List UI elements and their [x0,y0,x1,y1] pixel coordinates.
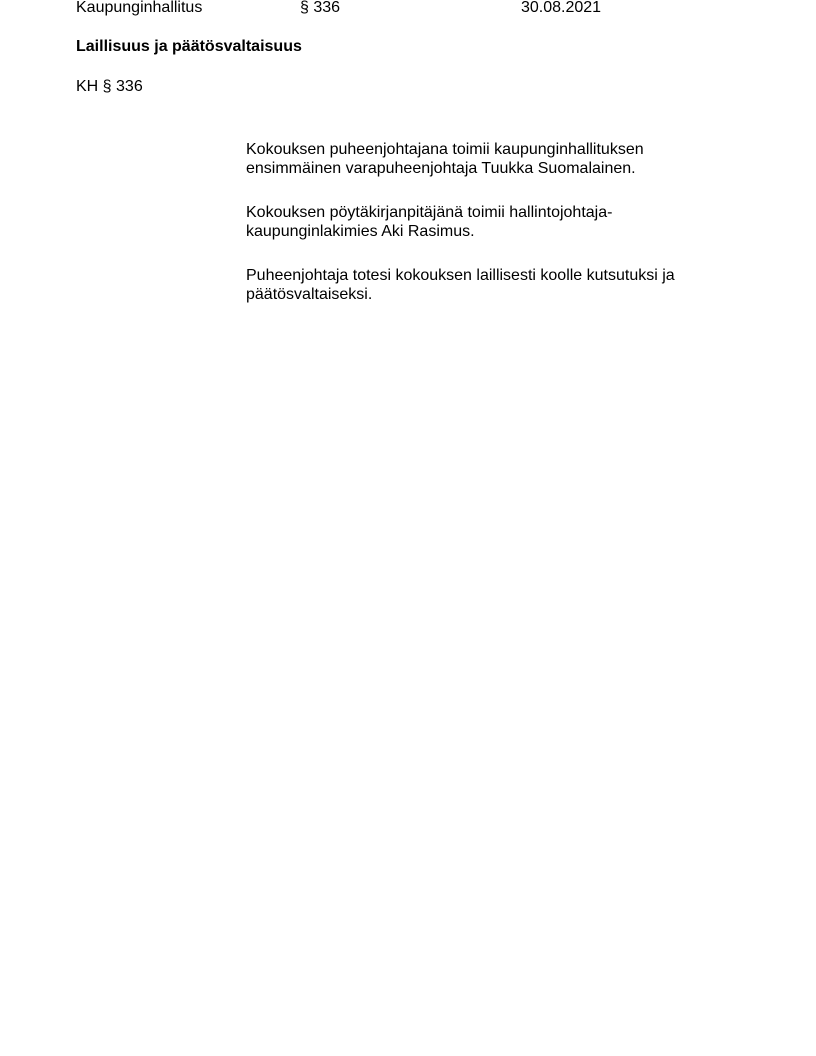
header-organ: Kaupunginhallitus [76,0,203,16]
document-title: Laillisuus ja päätösvaltaisuus [76,38,302,55]
paragraph-minutes-keeper: Kokouksen pöytäkirjanpitäjänä toimii hallintojohtaja-kaupunginlakimies Aki Rasimus. [246,204,613,240]
section-reference: KH § 336 [76,78,143,95]
header-date: 30.08.2021 [521,0,602,16]
document-header [0,0,816,18]
paragraph-quorum: Puheenjohtaja totesi kokouksen laillisesti koolle kutsutuksi ja päätösvaltaiseksi. [246,267,675,303]
paragraph-chairperson: Kokouksen puheenjohtajana toimii kaupunginhallituksen ensimmäinen varapuheenjohtaja Tuukka Suomalainen. [246,141,644,177]
header-section-number: § 336 [300,0,341,16]
